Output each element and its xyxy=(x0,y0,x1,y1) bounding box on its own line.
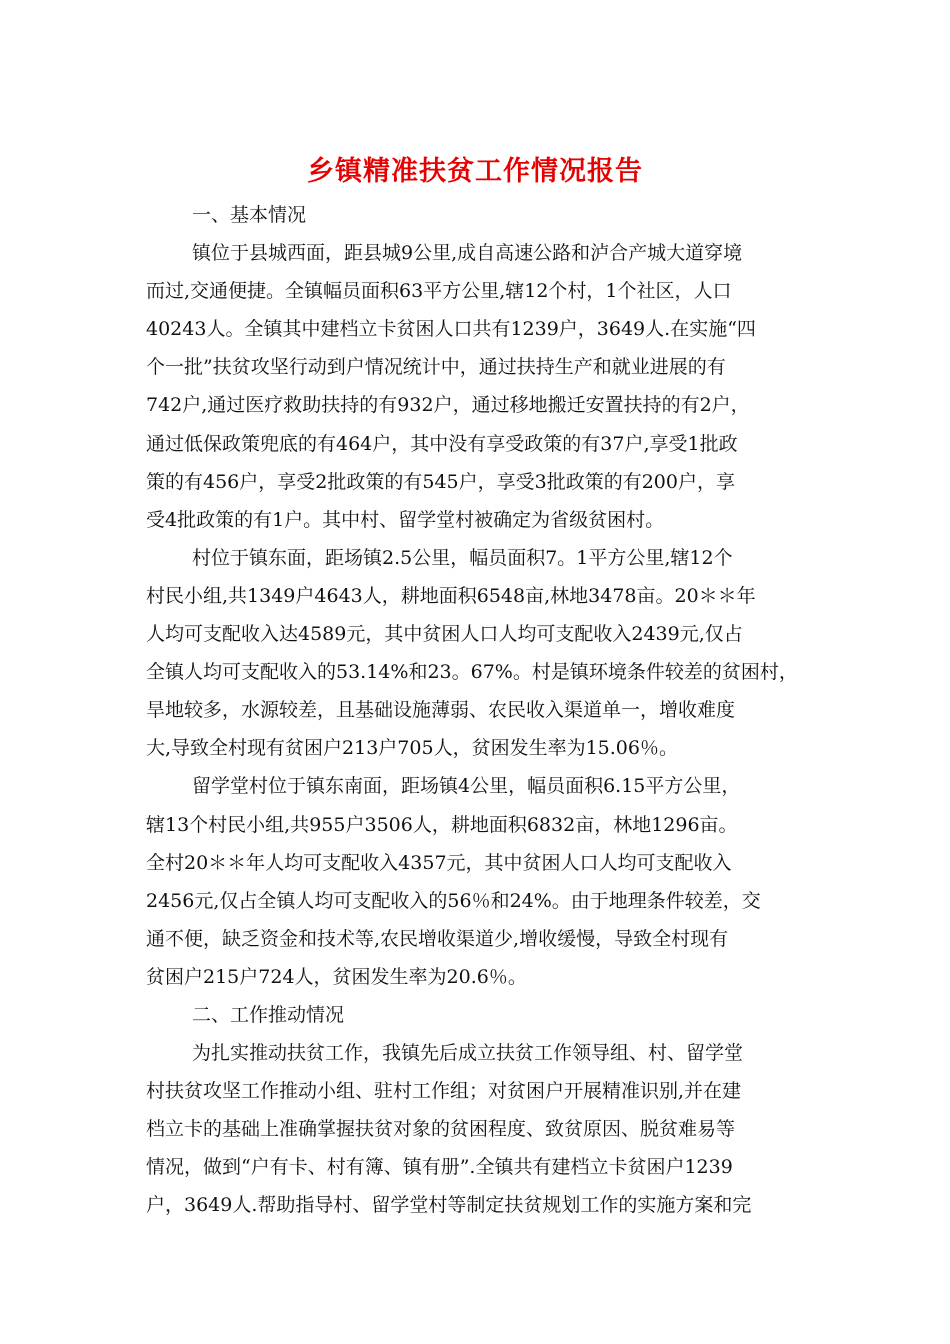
text-line: 留学堂村位于镇东南面，距场镇4公里，幅员面积6.15平方公里， xyxy=(192,775,741,798)
text-line: 贫困户215户724人，贫困发生率为20.6％。 xyxy=(146,965,527,988)
text-line: 情况，做到“户有卡、村有簿、镇有册”.全镇共有建档立卡贫困户1239 xyxy=(146,1156,733,1179)
text-line: 档立卡的基础上准确掌握扶贫对象的贫困程度、致贫原因、脱贫难易等 xyxy=(146,1118,736,1141)
text-line: 人均可支配收入达4589元，其中贫困人口人均可支配收入2439元,仅占 xyxy=(146,623,743,646)
text-line: 全镇人均可支配收入的53.14%和23。67%。村是镇环境条件较差的贫困村， xyxy=(146,661,798,684)
text-line: 受4批政策的有1户。其中村、留学堂村被确定为省级贫困村。 xyxy=(146,508,665,531)
text-line: 策的有456户，享受2批政策的有545户，享受3批政策的有200户，享 xyxy=(146,470,735,493)
text-line: 辖13个村民小组,共955户3506人，耕地面积6832亩，林地1296亩。 xyxy=(146,813,738,836)
text-line: 村扶贫攻坚工作推动小组、驻村工作组；对贫困户开展精准识别,并在建 xyxy=(146,1080,742,1103)
document-title: 乡镇精准扶贫工作情况报告 xyxy=(307,156,643,187)
text-line: 而过,交通便捷。全镇幅员面积63平方公里,辖12个村，1个社区，人口 xyxy=(146,280,732,303)
text-line: 村位于镇东面，距场镇2.5公里，幅员面积7。1平方公里,辖12个 xyxy=(192,546,733,569)
text-line: 全村20＊＊年人均可支配收入4357元，其中贫困人口人均可支配收入 xyxy=(146,851,732,874)
text-line: 为扎实推动扶贫工作，我镇先后成立扶贫工作领导组、村、留学堂 xyxy=(192,1042,744,1065)
text-line: 村民小组,共1349户4643人，耕地面积6548亩,林地3478亩。20＊＊年 xyxy=(146,584,756,607)
text-line: 通不便，缺乏资金和技术等,农民增收渠道少,增收缓慢，导致全村现有 xyxy=(146,927,729,950)
text-line: 40243人。全镇其中建档立卡贫困人口共有1239户，3649人.在实施“四 xyxy=(146,318,756,341)
text-line: 旱地较多，水源较差，且基础设施薄弱、农民收入渠道单一，增收难度 xyxy=(146,699,736,722)
text-line: 个一批”扶贫攻坚行动到户情况统计中，通过扶持生产和就业进展的有 xyxy=(146,356,726,379)
text-line: 大,导致全村现有贫困户213户705人，贫困发生率为15.06％。 xyxy=(146,737,678,760)
document-body xyxy=(146,196,810,1225)
section-heading: 二、工作推动情况 xyxy=(192,1003,345,1026)
text-line: 通过低保政策兜底的有464户，其中没有享受政策的有37户,享受1批政 xyxy=(146,432,738,455)
text-line: 镇位于县城西面，距县城9公里,成自高速公路和泸合产城大道穿境 xyxy=(192,242,743,265)
text-line: 2456元,仅占全镇人均可支配收入的56％和24%。由于地理条件较差，交 xyxy=(146,889,761,912)
text-line: 742户,通过医疗救助扶持的有932户，通过移地搬迁安置扶持的有2户， xyxy=(146,394,750,417)
text-line: 户，3649人.帮助指导村、留学堂村等制定扶贫规划工作的实施方案和完 xyxy=(146,1194,752,1217)
section-heading: 一、基本情况 xyxy=(192,204,307,226)
